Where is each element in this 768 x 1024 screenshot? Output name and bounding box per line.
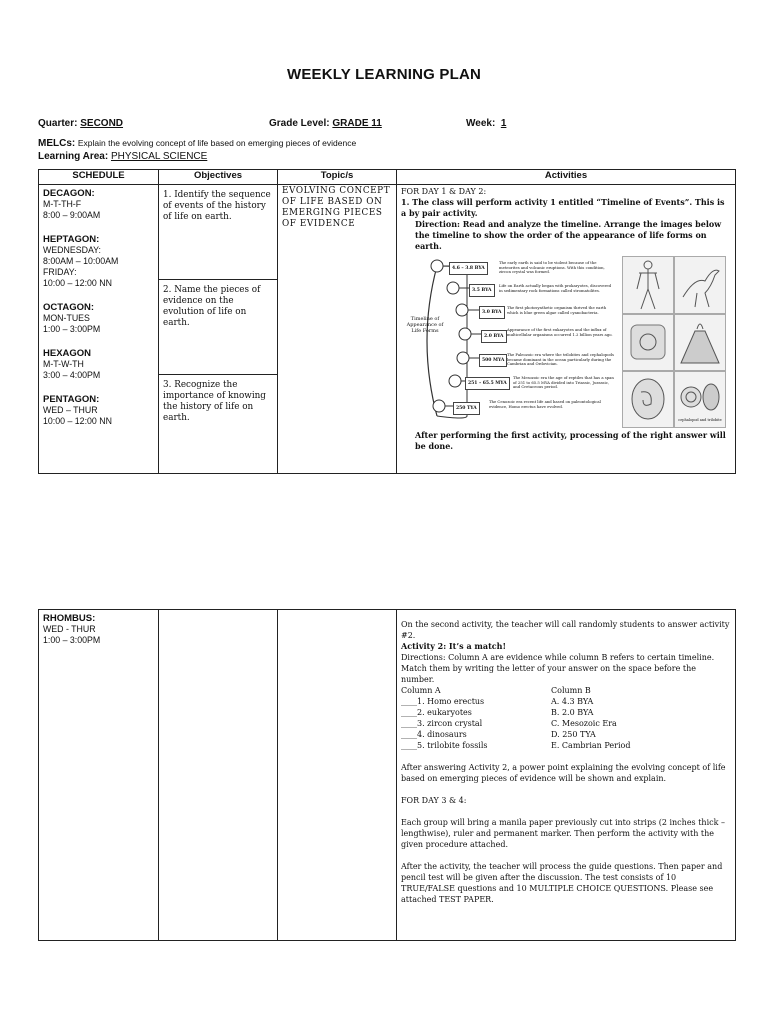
learning-area-value: PHYSICAL SCIENCE bbox=[110, 151, 208, 162]
column-header: SCHEDULE bbox=[39, 170, 159, 185]
activities-cell bbox=[397, 610, 736, 941]
section-name: RHOMBUS: bbox=[43, 613, 96, 624]
learning-area-line bbox=[38, 151, 207, 162]
column-a-item: ____5. trilobite fossils bbox=[401, 741, 488, 750]
week-value: 1 bbox=[500, 118, 507, 129]
timeline-figure bbox=[407, 256, 731, 426]
volcano-image bbox=[674, 314, 726, 371]
column-a-head: Column A bbox=[401, 686, 441, 695]
activity-title: Activity 2: It’s a match! bbox=[401, 641, 506, 651]
column-b-item: D. 250 TYA bbox=[551, 730, 596, 739]
timeline-note: The early earth is said to be violent because of the meteorites and volcanic eruptions. With this condition, zircon crystal was formed. bbox=[499, 260, 605, 274]
page-title: WEEKLY LEARNING PLAN bbox=[286, 66, 482, 83]
activity-item: 1. The class will perform activity 1 entitled “Timeline of Events”. This is a by pair activity. bbox=[401, 197, 725, 218]
timeline-box: 2.0 BYA bbox=[481, 330, 507, 343]
schedule-line: 1:00 – 3:00PM bbox=[43, 324, 101, 334]
schedule-line: 8:00AM – 10:00AM bbox=[43, 256, 119, 266]
ammonite-image bbox=[674, 371, 726, 428]
column-a-item: ____3. zircon crystal bbox=[401, 719, 483, 728]
timeline-box: 4.6 – 3.8 BYA bbox=[449, 262, 488, 275]
schedule-cell bbox=[39, 610, 159, 941]
schedule-line: 10:00 – 12:00 NN bbox=[43, 416, 112, 426]
match-row bbox=[401, 718, 731, 729]
activity-directions: Directions: Column A are evidence while column B refers to certain timeline. Match them by writing the letter of your answer on the space before the number. bbox=[401, 653, 715, 684]
learning-area-label: Learning Area: bbox=[38, 151, 109, 162]
timeline-box: 250 TYA bbox=[453, 402, 480, 415]
objectives-cell bbox=[159, 185, 278, 474]
match-row bbox=[401, 707, 731, 718]
match-row bbox=[401, 696, 731, 707]
activities-cell bbox=[397, 185, 736, 474]
schedule-line: WED – THUR bbox=[43, 405, 98, 415]
timeline-note: The Mesozoic era the age of reptiles that has a span of 251 to 65.5 MYA divided into Triassic, Jurassic, and Cretaceous period. bbox=[513, 375, 614, 389]
melcs-line bbox=[38, 138, 356, 149]
process-instructions: After the activity, the teacher will process the guide questions. Then paper and pencil test will be given after the discussion. The test consists of 10 TRUE/FALSE questions and 10 MULTIPLE CHOICE QUESTIONS. Please see attached TEST PAPER. bbox=[401, 862, 723, 904]
schedule-line: FRIDAY: bbox=[43, 267, 77, 277]
timeline-note: Life on Earth actually began with prokaryotes, discovered in sedimentary rock formations called stromatolites. bbox=[499, 283, 612, 293]
timeline-note: The first photosynthetic organism thrived the earth which is blue green algae called cyanobacteria. bbox=[507, 305, 607, 315]
week-label: Week: bbox=[466, 118, 496, 129]
column-header: Activities bbox=[397, 170, 736, 185]
timeline-box: 500 MYA bbox=[479, 354, 507, 367]
plan-table-2 bbox=[38, 609, 736, 941]
section-name: DECAGON: bbox=[43, 188, 95, 199]
image-caption: cephalopod and trilobite bbox=[678, 418, 722, 422]
day-heading: FOR DAY 1 & DAY 2: bbox=[401, 187, 487, 196]
schedule-line: 1:00 – 3:00PM bbox=[43, 635, 101, 645]
grade-level-field bbox=[269, 118, 382, 129]
group-instructions: Each group will bring a manila paper previously cut into strips (2 inches thick – lengthwise), ruler and permanent marker. Then perform the activity with the given procedure attached. bbox=[401, 818, 725, 849]
week-field bbox=[466, 118, 506, 129]
grade-label: Grade Level: bbox=[269, 118, 330, 129]
quarter-label: Quarter: bbox=[38, 118, 78, 129]
schedule-line: M-T-W-TH bbox=[43, 359, 84, 369]
column-b-item: A. 4.3 BYA bbox=[551, 697, 594, 706]
timeline-box: 251 – 65.5 MYA bbox=[465, 377, 510, 390]
column-b-item: C. Mesozoic Era bbox=[551, 719, 617, 728]
quarter-field bbox=[38, 118, 123, 129]
activity-intro: On the second activity, the teacher will call randomly students to answer activity #2. bbox=[401, 620, 730, 640]
topic-cell bbox=[278, 185, 397, 474]
column-header: Topic/s bbox=[278, 170, 397, 185]
objective-item: 2. Name the pieces of evidence on the evolution of life on earth. bbox=[159, 280, 277, 375]
timeline-label: Timeline of Appearance of Life Forms bbox=[406, 316, 444, 334]
section-name: OCTAGON: bbox=[43, 302, 95, 313]
schedule-line: 10:00 – 12:00 NN bbox=[43, 278, 112, 288]
timeline-box: 3.5 BYA bbox=[469, 284, 495, 297]
activity-after: After answering Activity 2, a power point explaining the evolving concept of life based on emerging pieces of evidence will be shown and explain. bbox=[401, 763, 726, 783]
fossil-image bbox=[622, 314, 674, 371]
timeline-note: The Cenozoic era recent life and based on paleontological evidence, Homo erectus have evolved. bbox=[489, 399, 601, 409]
schedule-line: MON-TUES bbox=[43, 313, 90, 323]
column-a-item: ____1. Homo erectus bbox=[401, 697, 485, 706]
column-b-item: E. Cambrian Period bbox=[551, 741, 631, 750]
embryo-image bbox=[622, 371, 674, 428]
melcs-label: MELCs: bbox=[38, 138, 76, 149]
column-a-item: ____2. eukaryotes bbox=[401, 708, 472, 717]
schedule-line: WEDNESDAY: bbox=[43, 245, 102, 255]
column-b-head: Column B bbox=[551, 686, 591, 695]
plan-table-1 bbox=[38, 169, 736, 474]
column-header: Objectives bbox=[159, 170, 278, 185]
day-heading: FOR DAY 3 & 4: bbox=[401, 796, 467, 805]
objectives-cell bbox=[159, 610, 278, 941]
objective-item: 1. Identify the sequence of events of the history of life on earth. bbox=[159, 185, 277, 280]
grade-value: GRADE 11 bbox=[332, 118, 382, 129]
match-row bbox=[401, 729, 731, 740]
column-headers bbox=[401, 685, 731, 696]
melcs-text: Explain the evolving concept of life based on emerging pieces of evidence bbox=[77, 138, 357, 148]
activity-direction: Direction: Read and analyze the timeline. Arrange the images below the timeline to show the order of the appearance of life forms on earth. bbox=[415, 219, 722, 251]
topic-text: EVOLVING CONCEPT OF LIFE BASED ON EMERGING PIECES OF EVIDENCE bbox=[282, 186, 391, 229]
match-row bbox=[401, 740, 731, 751]
quarter-value: SECOND bbox=[80, 118, 124, 129]
timeline-box: 3.0 BYA bbox=[479, 306, 505, 319]
column-b-item: B. 2.0 BYA bbox=[551, 708, 594, 717]
skeleton-image bbox=[622, 256, 674, 314]
timeline-note: The Paleozoic era where the trilobites and cephalopods became dominant in the ocean particularly during the Cambrian and Ordovician. bbox=[507, 352, 614, 366]
objective-item: 3. Recognize the importance of knowing the history of life on earth. bbox=[163, 380, 266, 423]
section-name: HEXAGON bbox=[43, 348, 92, 359]
section-name: HEPTAGON: bbox=[43, 234, 100, 245]
activity-after: After performing the first activity, processing of the right answer will be done. bbox=[415, 430, 726, 451]
schedule-line: 8:00 – 9:00AM bbox=[43, 210, 101, 220]
table-row bbox=[39, 610, 736, 941]
table-row bbox=[39, 185, 736, 474]
column-a-item: ____4. dinosaurs bbox=[401, 730, 467, 739]
table-header-row bbox=[39, 170, 736, 185]
schedule-cell bbox=[39, 185, 159, 474]
dinosaur-image bbox=[674, 256, 726, 314]
schedule-line: WED - THUR bbox=[43, 624, 96, 634]
timeline-note: Appearance of the first eukaryotes and the influx of multicellular organisms occurred 1.2 billion years ago. bbox=[507, 327, 613, 337]
topic-cell bbox=[278, 610, 397, 941]
section-name: PENTAGON: bbox=[43, 394, 100, 405]
schedule-line: M-T-TH-F bbox=[43, 199, 82, 209]
schedule-line: 3:00 – 4:00PM bbox=[43, 370, 101, 380]
